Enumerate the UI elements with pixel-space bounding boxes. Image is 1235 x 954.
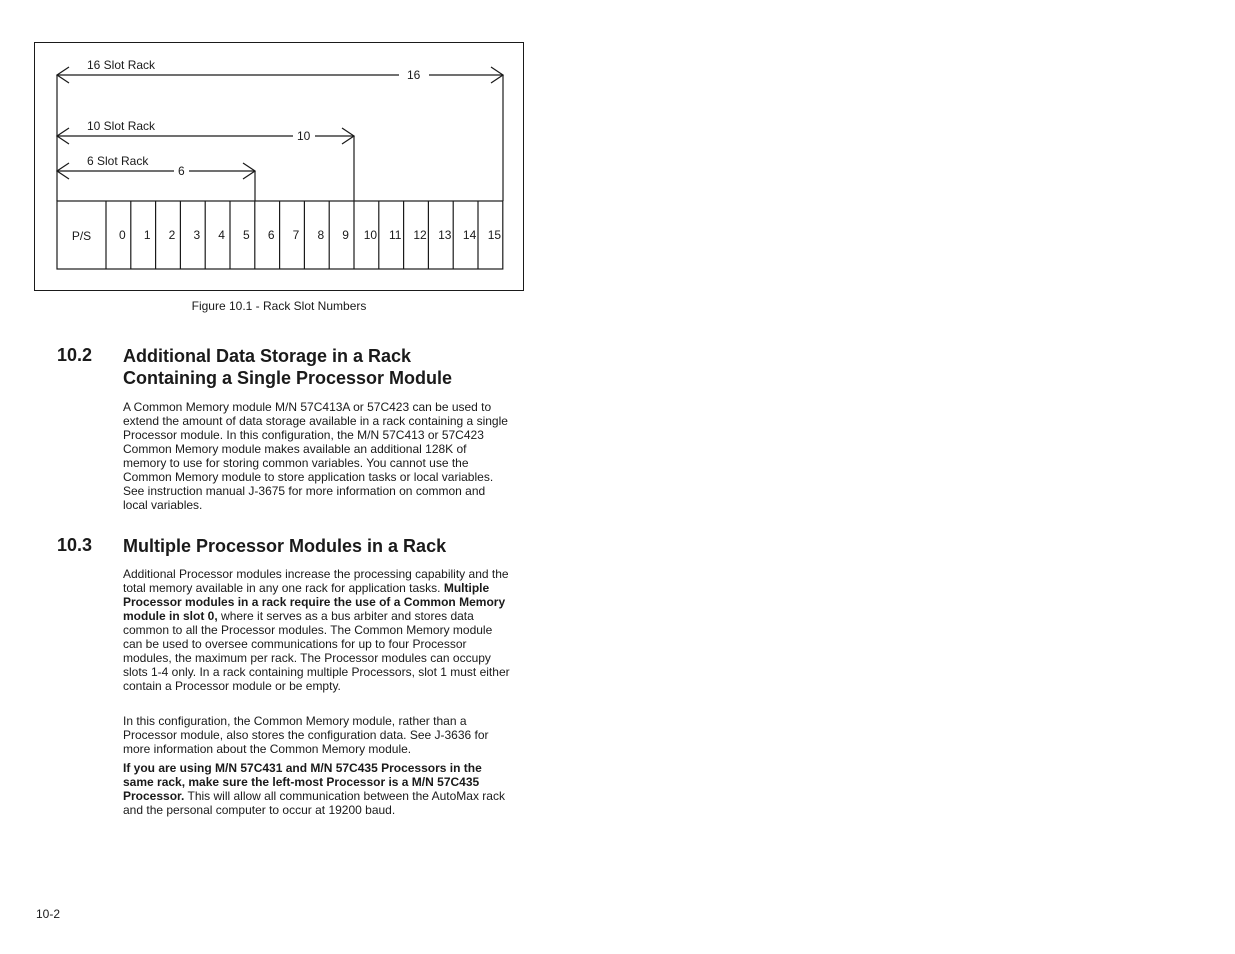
section-title-10-3: Multiple Processor Modules in a Rack xyxy=(123,536,447,556)
slot-number-11: 11 xyxy=(388,228,402,242)
slot-number-9: 9 xyxy=(342,228,349,242)
range-16-count: 16 xyxy=(407,68,421,82)
paragraph-text: where it serves as a bus arbiter and stores data common to all the Processor modules. The Common Memory module can be used to oversee communications for up to four Processor modules, the maximum per rack. The Processor modules can occupy slots 1-4 only. In a rack containing multiple Processors, slot 1 must either contain a Processor module or be empty. xyxy=(123,609,510,693)
range-16-label: 16 Slot Rack xyxy=(87,58,156,72)
range-6-label: 6 Slot Rack xyxy=(87,154,149,168)
section-10-3-paragraph-1 xyxy=(123,567,511,693)
slot-number-0: 0 xyxy=(119,228,126,242)
section-number-10-3: 10.3 xyxy=(57,535,93,555)
section-title-line: Additional Data Storage in a Rack xyxy=(123,346,412,366)
section-number-10-2: 10.2 xyxy=(57,345,93,365)
slot-number-5: 5 xyxy=(243,228,250,242)
range-6-count: 6 xyxy=(178,164,185,178)
slot-number-1: 1 xyxy=(143,228,151,242)
paragraph-emphasis: Multiple Processor modules in a rack require the use of a Common Memory module in slot 0, xyxy=(123,581,506,623)
slot-number-3: 3 xyxy=(193,228,201,242)
range-16-slot xyxy=(57,67,503,201)
paragraph-text: Additional Processor modules increase the processing capability and the total memory available in any one rack for application tasks. xyxy=(123,567,509,595)
slot-number-6: 6 xyxy=(267,228,275,242)
range-10-count: 10 xyxy=(297,129,311,143)
page-number: 10-2 xyxy=(36,907,61,921)
range-10-label: 10 Slot Rack xyxy=(87,119,156,133)
slot-number-2: 2 xyxy=(168,228,176,242)
section-title-10-2 xyxy=(123,345,523,389)
slot-number-4: 4 xyxy=(218,228,225,242)
section-10-3-paragraph-3 xyxy=(123,761,511,817)
rack-body xyxy=(57,201,503,269)
slot-number-14: 14 xyxy=(462,228,477,242)
slot-number-12: 12 xyxy=(413,228,427,242)
slot-number-10: 10 xyxy=(363,228,378,242)
slot-number-15: 15 xyxy=(487,228,502,242)
figure-caption: Figure 10.1 - Rack Slot Numbers xyxy=(191,299,367,313)
section-title-line: Containing a Single Processor Module xyxy=(123,368,453,388)
paragraph-emphasis: If you are using M/N 57C431 and M/N 57C435 Processors in the same rack, make sure the left-most Processor is a M/N 57C435 Processor. xyxy=(123,761,482,803)
slot-number-7: 7 xyxy=(292,228,300,242)
rack-slot-diagram xyxy=(35,43,525,292)
range-6-slot xyxy=(57,163,255,201)
section-10-3-paragraph-2: In this configuration, the Common Memory module, rather than a Processor module, also stores the configuration data. See J-3636 for more information about the Common Memory module. xyxy=(123,714,489,756)
slot-number-8: 8 xyxy=(317,228,325,242)
power-supply-slot-label: P/S xyxy=(71,229,92,243)
rack-slot-figure xyxy=(34,42,524,291)
paragraph-text: This will allow all communication between the AutoMax rack and the personal computer to occur at 19200 baud. xyxy=(123,789,505,817)
slot-number-13: 13 xyxy=(438,228,452,242)
section-10-2-paragraph: A Common Memory module M/N 57C413A or 57C423 can be used to extend the amount of data storage available in a rack containing a single Processor module. In this configuration, the M/N 57C413 or 57C423 Common Memory module makes available an additional 128K of memory to use for storing common variables. You cannot use the Common Memory module to store application tasks or local variables. See instruction manual J-3675 for more information on common and local variables. xyxy=(123,400,508,512)
